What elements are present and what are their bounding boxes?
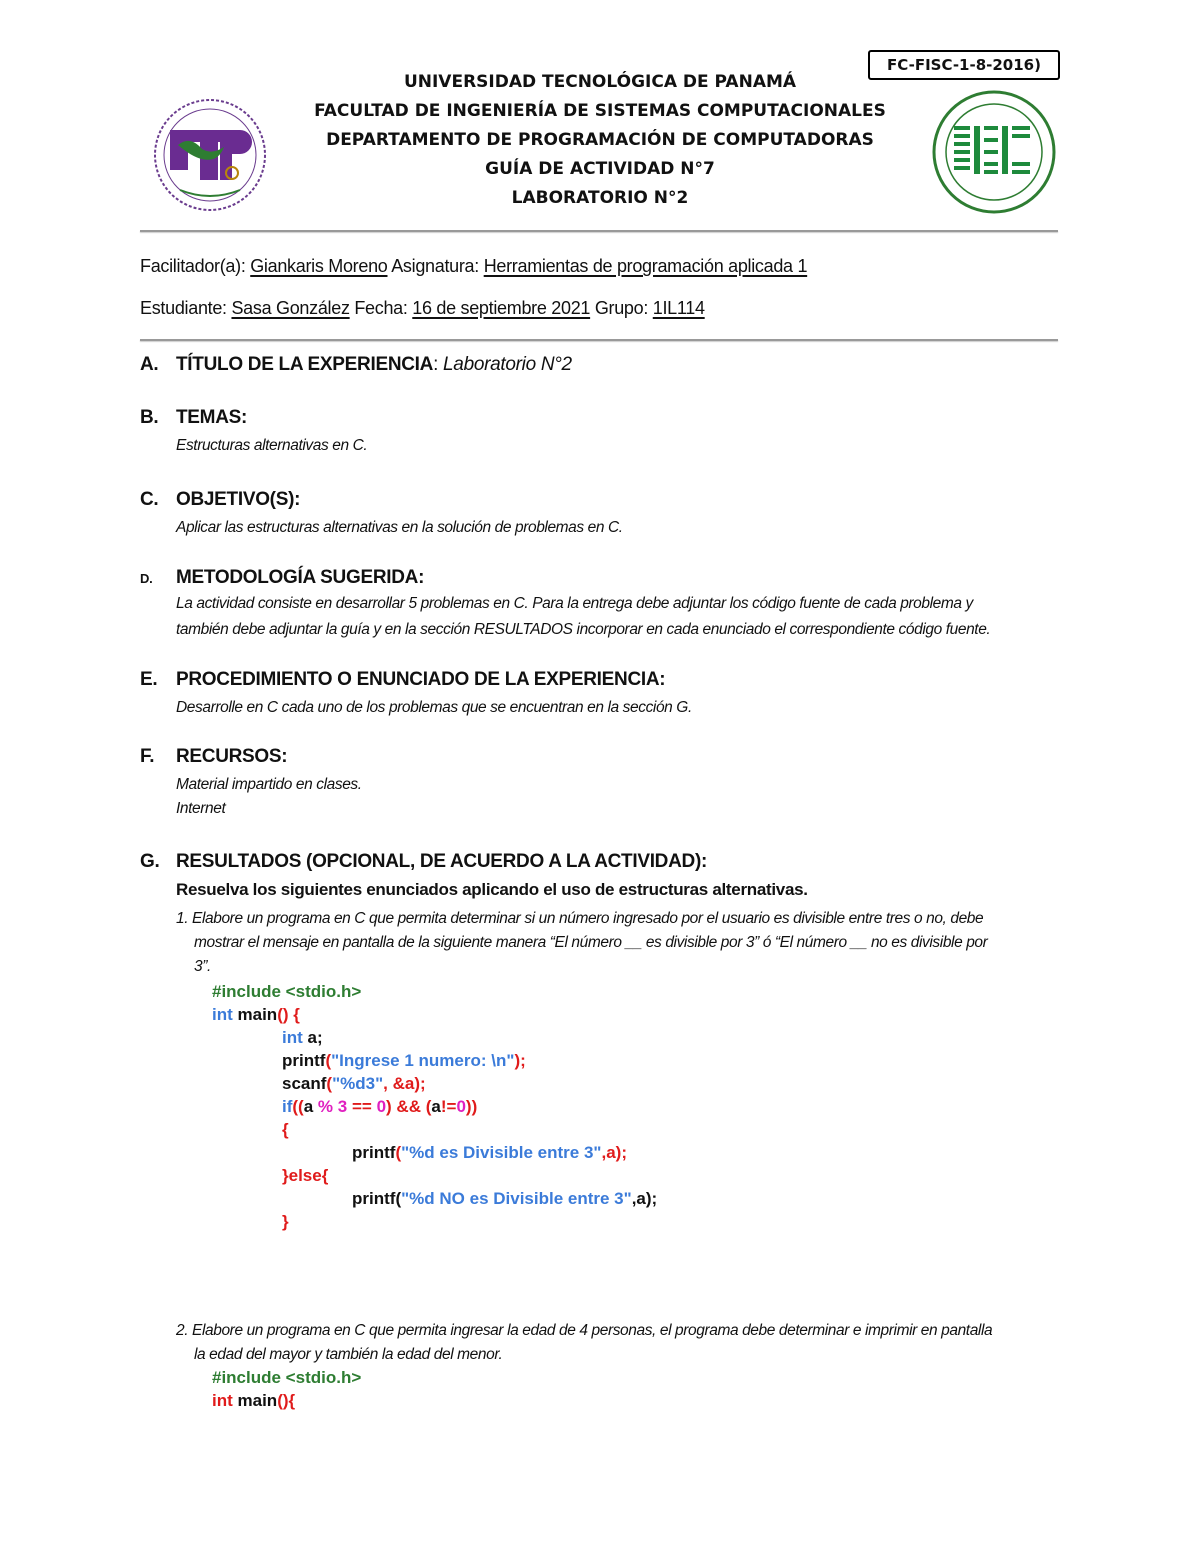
section-g-title: RESULTADOS (OPCIONAL, DE ACUERDO A LA ACTIVIDAD): [176,851,708,872]
header-guide: GUÍA DE ACTIVIDAD N°7 [485,159,715,179]
problem-2-line-2: la edad del mayor y también la edad del menor. [194,1346,503,1363]
facilitator-row [140,253,807,279]
problem-1-line-2: mostrar el mensaje en pantalla de la siguiente manera “El número __ es divisible por 3” ó “El número __ no es divisible por [194,934,988,951]
code1-brace-close: } [282,1212,289,1231]
section-g-subtitle: Resuelva los siguientes enunciados aplicando el uso de estructuras alternativas. [176,880,808,899]
problem-2-line-1: 2. Elabore un programa en C que permita ingresar la edad de 4 personas, el programa debe determinar e imprimir en pantalla [176,1322,993,1339]
section-c-title: OBJETIVO(S): [176,489,301,510]
section-e-text: Desarrolle en C cada uno de los problemas que se encuentran en la sección G. [176,699,692,716]
section-c [140,489,300,511]
code1-scanf: scanf("%d3", &a); [282,1074,426,1093]
section-d-title: METODOLOGÍA SUGERIDA: [176,567,425,588]
form-code: FC-FISC-1-8-2016) [887,56,1041,74]
section-e [140,669,665,691]
code1-include: #include <stdio.h> [212,982,362,1001]
code1-decl-line: int a; [282,1028,323,1047]
section-d-text-1: La actividad consiste en desarrollar 5 problemas en C. Para la entrega debe adjuntar los código fuente de cada problema y [176,595,973,612]
fecha-value: 16 de septiembre 2021 [412,298,591,318]
section-g [140,851,707,873]
section-e-title: PROCEDIMIENTO O ENUNCIADO DE LA EXPERIENCIA: [176,669,666,690]
code1-printf-3: printf("%d NO es Divisible entre 3",a); [352,1189,658,1208]
problem-1-line-1: 1. Elabore un programa en C que permita determinar si un número ingresado por el usuario es divisible entre tres o no, debe [176,910,984,927]
code1-brace-open: { [282,1120,289,1139]
code-block-2 [212,1366,361,1412]
section-f-text-2: Internet [176,800,226,817]
section-c-text: Aplicar las estructuras alternativas en la solución de problemas en C. [176,519,623,536]
divider-bottom [140,339,1058,341]
section-a-title: TÍTULO DE LA EXPERIENCIA [176,354,434,375]
section-f-text-1: Material impartido en clases. [176,776,362,793]
section-c-letter: C. [140,489,159,510]
facilitador-value: Giankaris Moreno [250,256,388,276]
estudiante-value: Sasa González [231,298,350,318]
utp-logo [150,95,270,215]
student-row [140,295,705,321]
section-f-title: RECURSOS: [176,746,288,767]
code1-else: }else{ [282,1166,329,1185]
fisc-logo [930,88,1058,216]
grupo-value: 1IL114 [652,298,705,318]
code2-include: #include <stdio.h> [212,1368,362,1387]
grupo-label: Grupo: [594,298,649,318]
section-b-letter: B. [140,407,159,428]
header-faculty: FACULTAD DE INGENIERÍA DE SISTEMAS COMPUTACIONALES [314,101,886,121]
section-a: A. TÍTULO DE LA EXPERIENCIA: Laboratorio N°2 [140,354,572,375]
problem-1-line-3: 3”. [194,958,211,975]
section-b-text: Estructuras alternativas en C. [176,437,368,454]
section-f [140,746,287,768]
code2-main-line: int main(){ [212,1391,296,1410]
section-b-title: TEMAS: [176,407,248,428]
section-g-letter: G. [140,851,160,872]
estudiante-label: Estudiante: [140,298,227,318]
divider-top [140,230,1058,232]
section-d-text-2: también debe adjuntar la guía y en la sección RESULTADOS incorporar en cada enunciado el correspondiente código fuente. [176,621,991,638]
asignatura-value: Herramientas de programación aplicada 1 [483,256,808,276]
section-f-letter: F. [140,746,155,767]
section-d-letter: D. [140,571,153,586]
section-b [140,407,247,429]
code1-main-line: int main() { [212,1005,300,1024]
fecha-label: Fecha: [354,298,408,318]
section-a-letter: A. [140,354,159,375]
section-a-value: Laboratorio N°2 [443,354,572,375]
facilitador-label: Facilitador(a): [140,256,246,276]
asignatura-label: Asignatura: [391,256,479,276]
section-d [140,567,424,589]
code1-if-line: if((a % 3 == 0) && (a!=0)) [282,1097,478,1116]
header-lab: LABORATORIO N°2 [511,188,689,208]
header-university: UNIVERSIDAD TECNOLÓGICA DE PANAMÁ [403,72,797,92]
header-block [290,68,910,213]
code-block-1 [212,980,1112,1233]
header-department: DEPARTAMENTO DE PROGRAMACIÓN DE COMPUTADORAS [326,130,874,150]
code1-printf-1: printf("Ingrese 1 numero: \n"); [282,1051,526,1070]
section-e-letter: E. [140,669,158,690]
code1-printf-2: printf("%d es Divisible entre 3",a); [352,1143,627,1162]
